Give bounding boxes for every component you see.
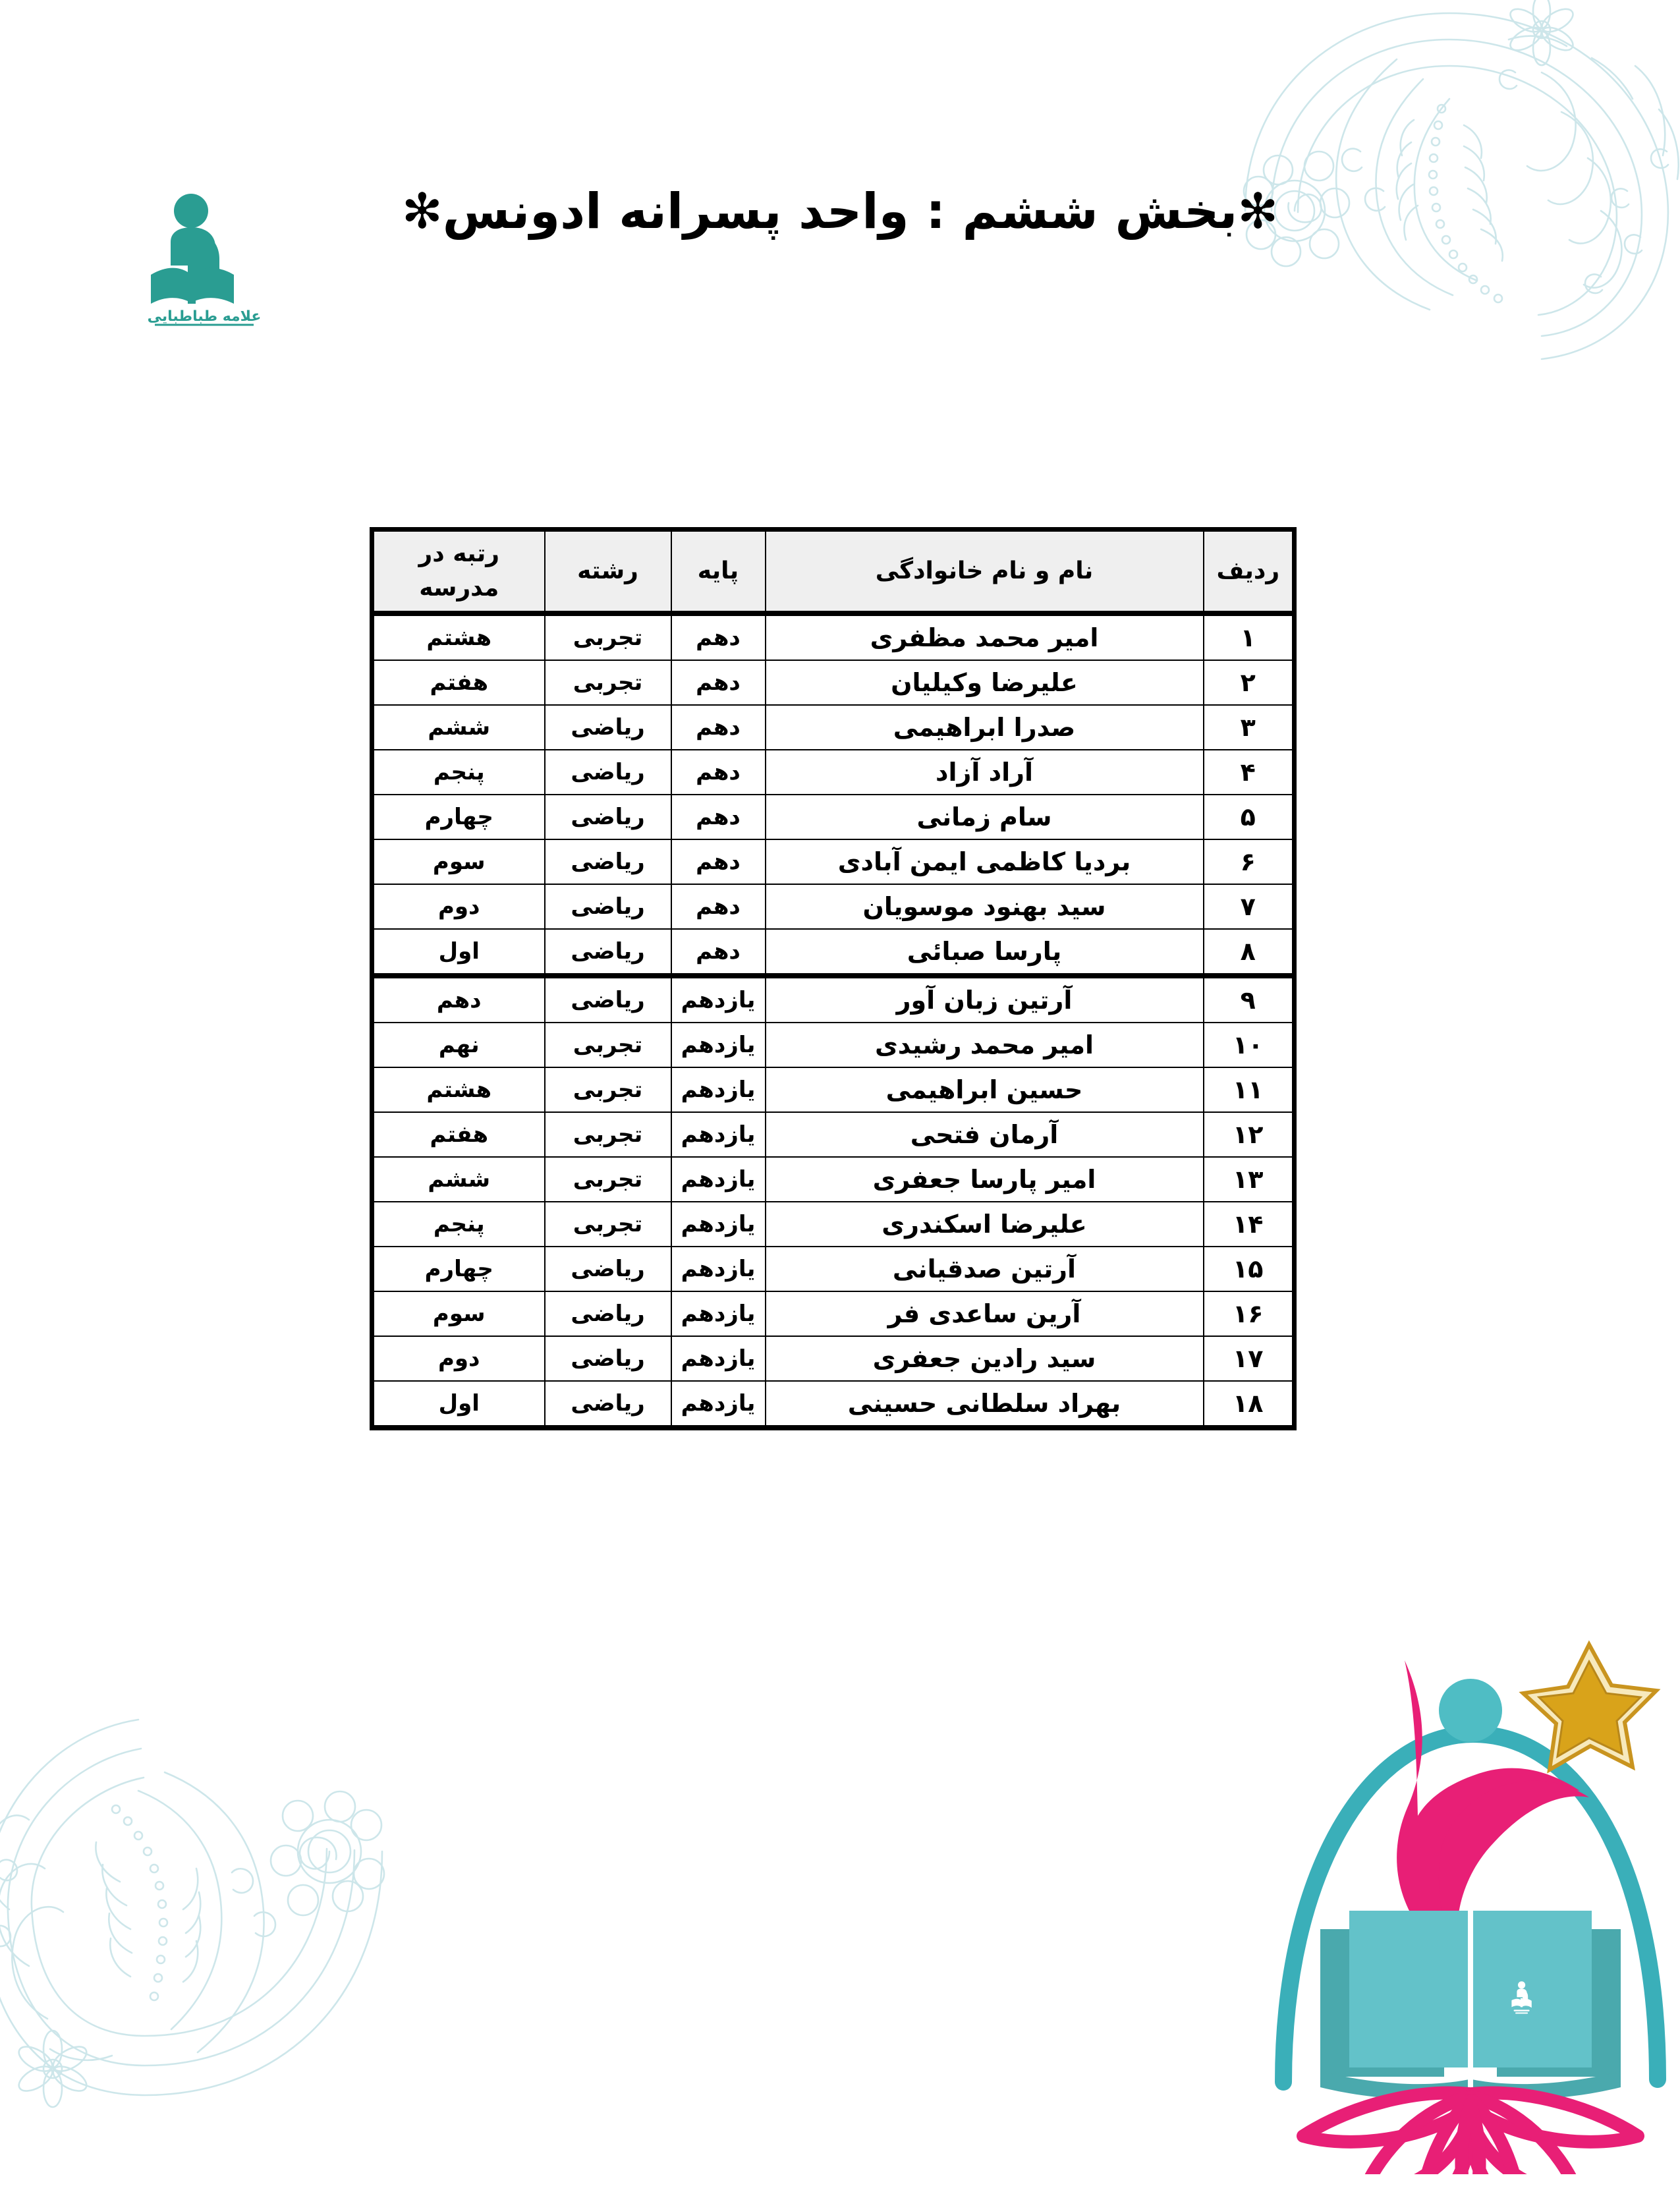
table-row bbox=[372, 1023, 1295, 1067]
cell-full-name: امیر پارسا جعفری bbox=[766, 1157, 1204, 1202]
cell-grade: یازدهم bbox=[671, 1023, 766, 1067]
table-row bbox=[372, 1112, 1295, 1157]
table-row bbox=[372, 1247, 1295, 1291]
table-row bbox=[372, 705, 1295, 750]
cell-grade: یازدهم bbox=[671, 1381, 766, 1428]
th-rank-line2: مدرسه bbox=[419, 575, 499, 602]
cell-rank-in-school: ششم bbox=[372, 1157, 545, 1202]
cell-full-name: صدرا ابراهیمی bbox=[766, 705, 1204, 750]
pink-figure-icon bbox=[1397, 1660, 1589, 1974]
cell-grade: یازدهم bbox=[671, 1202, 766, 1247]
school-logo-caption: علامه طباطبایی bbox=[147, 308, 262, 325]
table-row bbox=[372, 1336, 1295, 1381]
table-body bbox=[372, 613, 1295, 1428]
cell-field: ریاضی bbox=[545, 705, 671, 750]
cell-field: تجربی bbox=[545, 1202, 671, 1247]
cell-row-number: ۱۴ bbox=[1204, 1202, 1295, 1247]
table-row bbox=[372, 1291, 1295, 1336]
cell-row-number: ۱۰ bbox=[1204, 1023, 1295, 1067]
cell-rank-in-school: هشتم bbox=[372, 613, 545, 660]
table-row bbox=[372, 795, 1295, 839]
cell-full-name: آرتین زبان آور bbox=[766, 976, 1204, 1023]
cell-field: تجربی bbox=[545, 1157, 671, 1202]
cell-full-name: حسین ابراهیمی bbox=[766, 1067, 1204, 1112]
cell-grade: دهم bbox=[671, 750, 766, 795]
cell-rank-in-school: ششم bbox=[372, 705, 545, 750]
gold-star-icon bbox=[1523, 1645, 1656, 1770]
table-row bbox=[372, 750, 1295, 795]
table-row bbox=[372, 1157, 1295, 1202]
cell-field: تجربی bbox=[545, 660, 671, 705]
th-rank-in-school bbox=[372, 530, 545, 614]
th-row-number: ردیف bbox=[1204, 530, 1295, 614]
cell-field: تجربی bbox=[545, 1023, 671, 1067]
cell-grade: دهم bbox=[671, 929, 766, 976]
cell-full-name: سید بهنود موسویان bbox=[766, 884, 1204, 929]
cell-grade: دهم bbox=[671, 839, 766, 884]
cell-full-name: سام زمانی bbox=[766, 795, 1204, 839]
table-row bbox=[372, 884, 1295, 929]
table-header-row bbox=[372, 530, 1295, 614]
cell-rank-in-school: هفتم bbox=[372, 660, 545, 705]
cell-row-number: ۳ bbox=[1204, 705, 1295, 750]
th-rank-line1: رتبه در bbox=[418, 540, 499, 567]
cell-row-number: ۷ bbox=[1204, 884, 1295, 929]
cell-rank-in-school: دوم bbox=[372, 884, 545, 929]
cell-rank-in-school: اول bbox=[372, 929, 545, 976]
cell-full-name: آراد آزاد bbox=[766, 750, 1204, 795]
cell-field: ریاضی bbox=[545, 1381, 671, 1428]
table-row bbox=[372, 976, 1295, 1023]
cell-rank-in-school: چهارم bbox=[372, 1247, 545, 1291]
cell-grade: یازدهم bbox=[671, 976, 766, 1023]
cell-field: ریاضی bbox=[545, 795, 671, 839]
cell-full-name: علیرضا اسکندری bbox=[766, 1202, 1204, 1247]
cell-grade: یازدهم bbox=[671, 1112, 766, 1157]
cell-row-number: ۱۲ bbox=[1204, 1112, 1295, 1157]
cell-full-name: پارسا صبائی bbox=[766, 929, 1204, 976]
cell-grade: یازدهم bbox=[671, 1247, 766, 1291]
table-row bbox=[372, 613, 1295, 660]
cell-rank-in-school: سوم bbox=[372, 839, 545, 884]
cell-field: ریاضی bbox=[545, 929, 671, 976]
pink-lotus-icon bbox=[1303, 2093, 1638, 2174]
cell-rank-in-school: هفتم bbox=[372, 1112, 545, 1157]
cell-full-name: بهراد سلطانی حسینی bbox=[766, 1381, 1204, 1428]
cell-row-number: ۵ bbox=[1204, 795, 1295, 839]
cell-full-name: علیرضا وکیلیان bbox=[766, 660, 1204, 705]
th-grade: پایه bbox=[671, 530, 766, 614]
th-full-name: نام و نام خانوادگی bbox=[766, 530, 1204, 614]
cell-grade: یازدهم bbox=[671, 1157, 766, 1202]
cell-rank-in-school: دهم bbox=[372, 976, 545, 1023]
advance-unit-emblem bbox=[1252, 1581, 1673, 2174]
cell-field: تجربی bbox=[545, 613, 671, 660]
cell-full-name: امیر محمد مظفری bbox=[766, 613, 1204, 660]
table-row bbox=[372, 929, 1295, 976]
cell-rank-in-school: سوم bbox=[372, 1291, 545, 1336]
cell-rank-in-school: دوم bbox=[372, 1336, 545, 1381]
table-row bbox=[372, 839, 1295, 884]
cell-grade: دهم bbox=[671, 660, 766, 705]
cell-field: ریاضی bbox=[545, 1336, 671, 1381]
th-field: رشته bbox=[545, 530, 671, 614]
table-row bbox=[372, 1067, 1295, 1112]
teal-head-circle bbox=[1439, 1679, 1502, 1742]
cell-field: تجربی bbox=[545, 1067, 671, 1112]
cell-row-number: ۱۵ bbox=[1204, 1247, 1295, 1291]
table-row bbox=[372, 1381, 1295, 1428]
cell-field: ریاضی bbox=[545, 1291, 671, 1336]
cell-rank-in-school: نهم bbox=[372, 1023, 545, 1067]
cell-field: تجربی bbox=[545, 1112, 671, 1157]
cell-row-number: ۱ bbox=[1204, 613, 1295, 660]
open-book-icon bbox=[1320, 1909, 1621, 2099]
cell-row-number: ۸ bbox=[1204, 929, 1295, 976]
table-header bbox=[372, 530, 1295, 614]
cell-full-name: بردیا کاظمی ایمن آبادی bbox=[766, 839, 1204, 884]
cell-row-number: ۱۱ bbox=[1204, 1067, 1295, 1112]
cell-row-number: ۱۷ bbox=[1204, 1336, 1295, 1381]
cell-grade: دهم bbox=[671, 613, 766, 660]
ranking-table bbox=[370, 527, 1297, 1430]
cell-row-number: ۹ bbox=[1204, 976, 1295, 1023]
cell-rank-in-school: اول bbox=[372, 1381, 545, 1428]
cell-row-number: ۱۶ bbox=[1204, 1291, 1295, 1336]
cell-row-number: ۴ bbox=[1204, 750, 1295, 795]
paisley-ornament-top-right bbox=[1232, 0, 1680, 362]
cell-full-name: آرین ساعدی فر bbox=[766, 1291, 1204, 1336]
ranking-table-container bbox=[374, 527, 1297, 1430]
cell-grade: یازدهم bbox=[671, 1336, 766, 1381]
cell-grade: دهم bbox=[671, 884, 766, 929]
cell-full-name: آرمان فتحی bbox=[766, 1112, 1204, 1157]
cell-grade: دهم bbox=[671, 705, 766, 750]
cell-rank-in-school: پنجم bbox=[372, 1202, 545, 1247]
table-row bbox=[372, 660, 1295, 705]
cell-rank-in-school: هشتم bbox=[372, 1067, 545, 1112]
table-row bbox=[372, 1202, 1295, 1247]
cell-rank-in-school: چهارم bbox=[372, 795, 545, 839]
cell-full-name: آرتین صدقیانی bbox=[766, 1247, 1204, 1291]
page-title: ✻بخش ششم : واحد پسرانه ادونس✻ bbox=[401, 183, 1279, 240]
cell-field: ریاضی bbox=[545, 839, 671, 884]
cell-field: ریاضی bbox=[545, 884, 671, 929]
cell-row-number: ۶ bbox=[1204, 839, 1295, 884]
cell-field: ریاضی bbox=[545, 1247, 671, 1291]
cell-full-name: امیر محمد رشیدی bbox=[766, 1023, 1204, 1067]
cell-full-name: سید رادین جعفری bbox=[766, 1336, 1204, 1381]
cell-grade: یازدهم bbox=[671, 1291, 766, 1336]
cell-grade: یازدهم bbox=[671, 1067, 766, 1112]
cell-field: ریاضی bbox=[545, 976, 671, 1023]
cell-field: ریاضی bbox=[545, 750, 671, 795]
cell-row-number: ۱۸ bbox=[1204, 1381, 1295, 1428]
cell-row-number: ۲ bbox=[1204, 660, 1295, 705]
cell-row-number: ۱۳ bbox=[1204, 1157, 1295, 1202]
cell-grade: دهم bbox=[671, 795, 766, 839]
cell-rank-in-school: پنجم bbox=[372, 750, 545, 795]
teal-arc bbox=[1283, 1734, 1658, 2082]
paisley-ornament-bottom-left bbox=[0, 1627, 395, 2194]
